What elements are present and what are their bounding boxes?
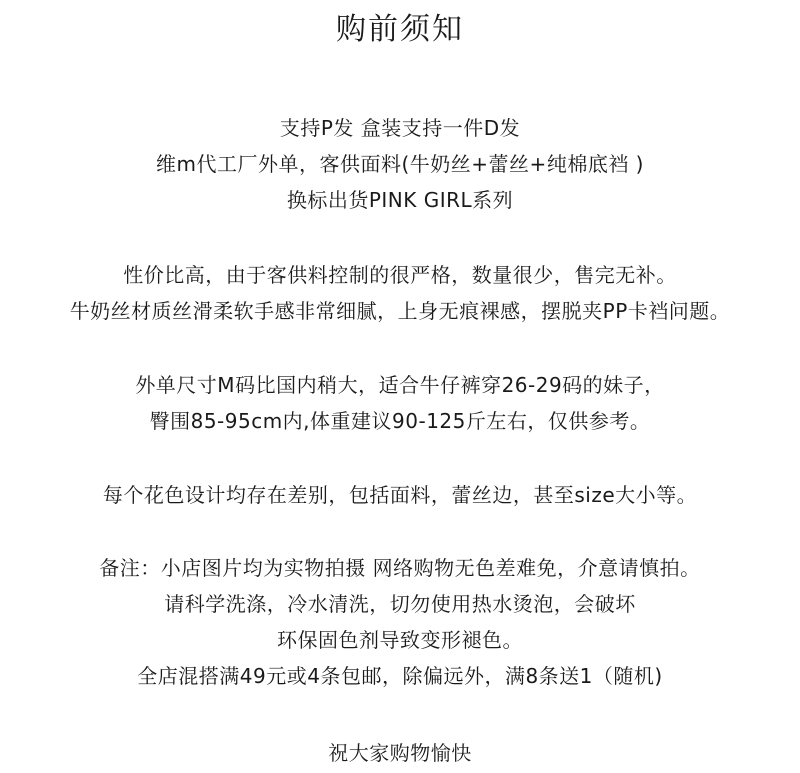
shipping-line-3: 换标出货PINK GIRL系列: [286, 188, 514, 212]
shipping-line-2: 维m代工厂外单，客供面料(牛奶丝+蕾丝+纯棉底裆 ): [156, 152, 644, 176]
page-title: 购前须知: [336, 12, 464, 47]
variation-line-1: 每个花色设计均存在差别，包括面料，蕾丝边，甚至size大小等。: [102, 483, 698, 507]
closing-line: 祝大家购物愉快: [328, 741, 472, 765]
quality-line-2: 牛奶丝材质丝滑柔软手感非常细腻，上身无痕裸感，摆脱夹PP卡裆问题。: [69, 299, 731, 323]
notes-line-3: 环保固色剂导致变形褪色。: [277, 628, 523, 652]
shipping-line-1: 支持P发 盒装支持一件D发: [279, 116, 521, 140]
notes-line-1: 备注：小店图片均为实物拍摄 网络购物无色差难免，介意请慎拍。: [99, 556, 701, 580]
quality-line-1: 性价比高，由于客供料控制的很严格，数量很少，售完无补。: [123, 263, 677, 287]
notes-line-4: 全店混搭满49元或4条包邮，除偏远外，满8条送1（随机): [137, 664, 663, 688]
sizing-line-1: 外单尺寸M码比国内稍大，适合牛仔裤穿26-29码的妹子，: [135, 373, 665, 397]
sizing-line-2: 臀围85-95cm内,体重建议90-125斤左右，仅供参考。: [149, 409, 651, 433]
notes-line-2: 请科学洗涤，冷水清洗，切勿使用热水烫泡，会破坏: [164, 592, 636, 616]
